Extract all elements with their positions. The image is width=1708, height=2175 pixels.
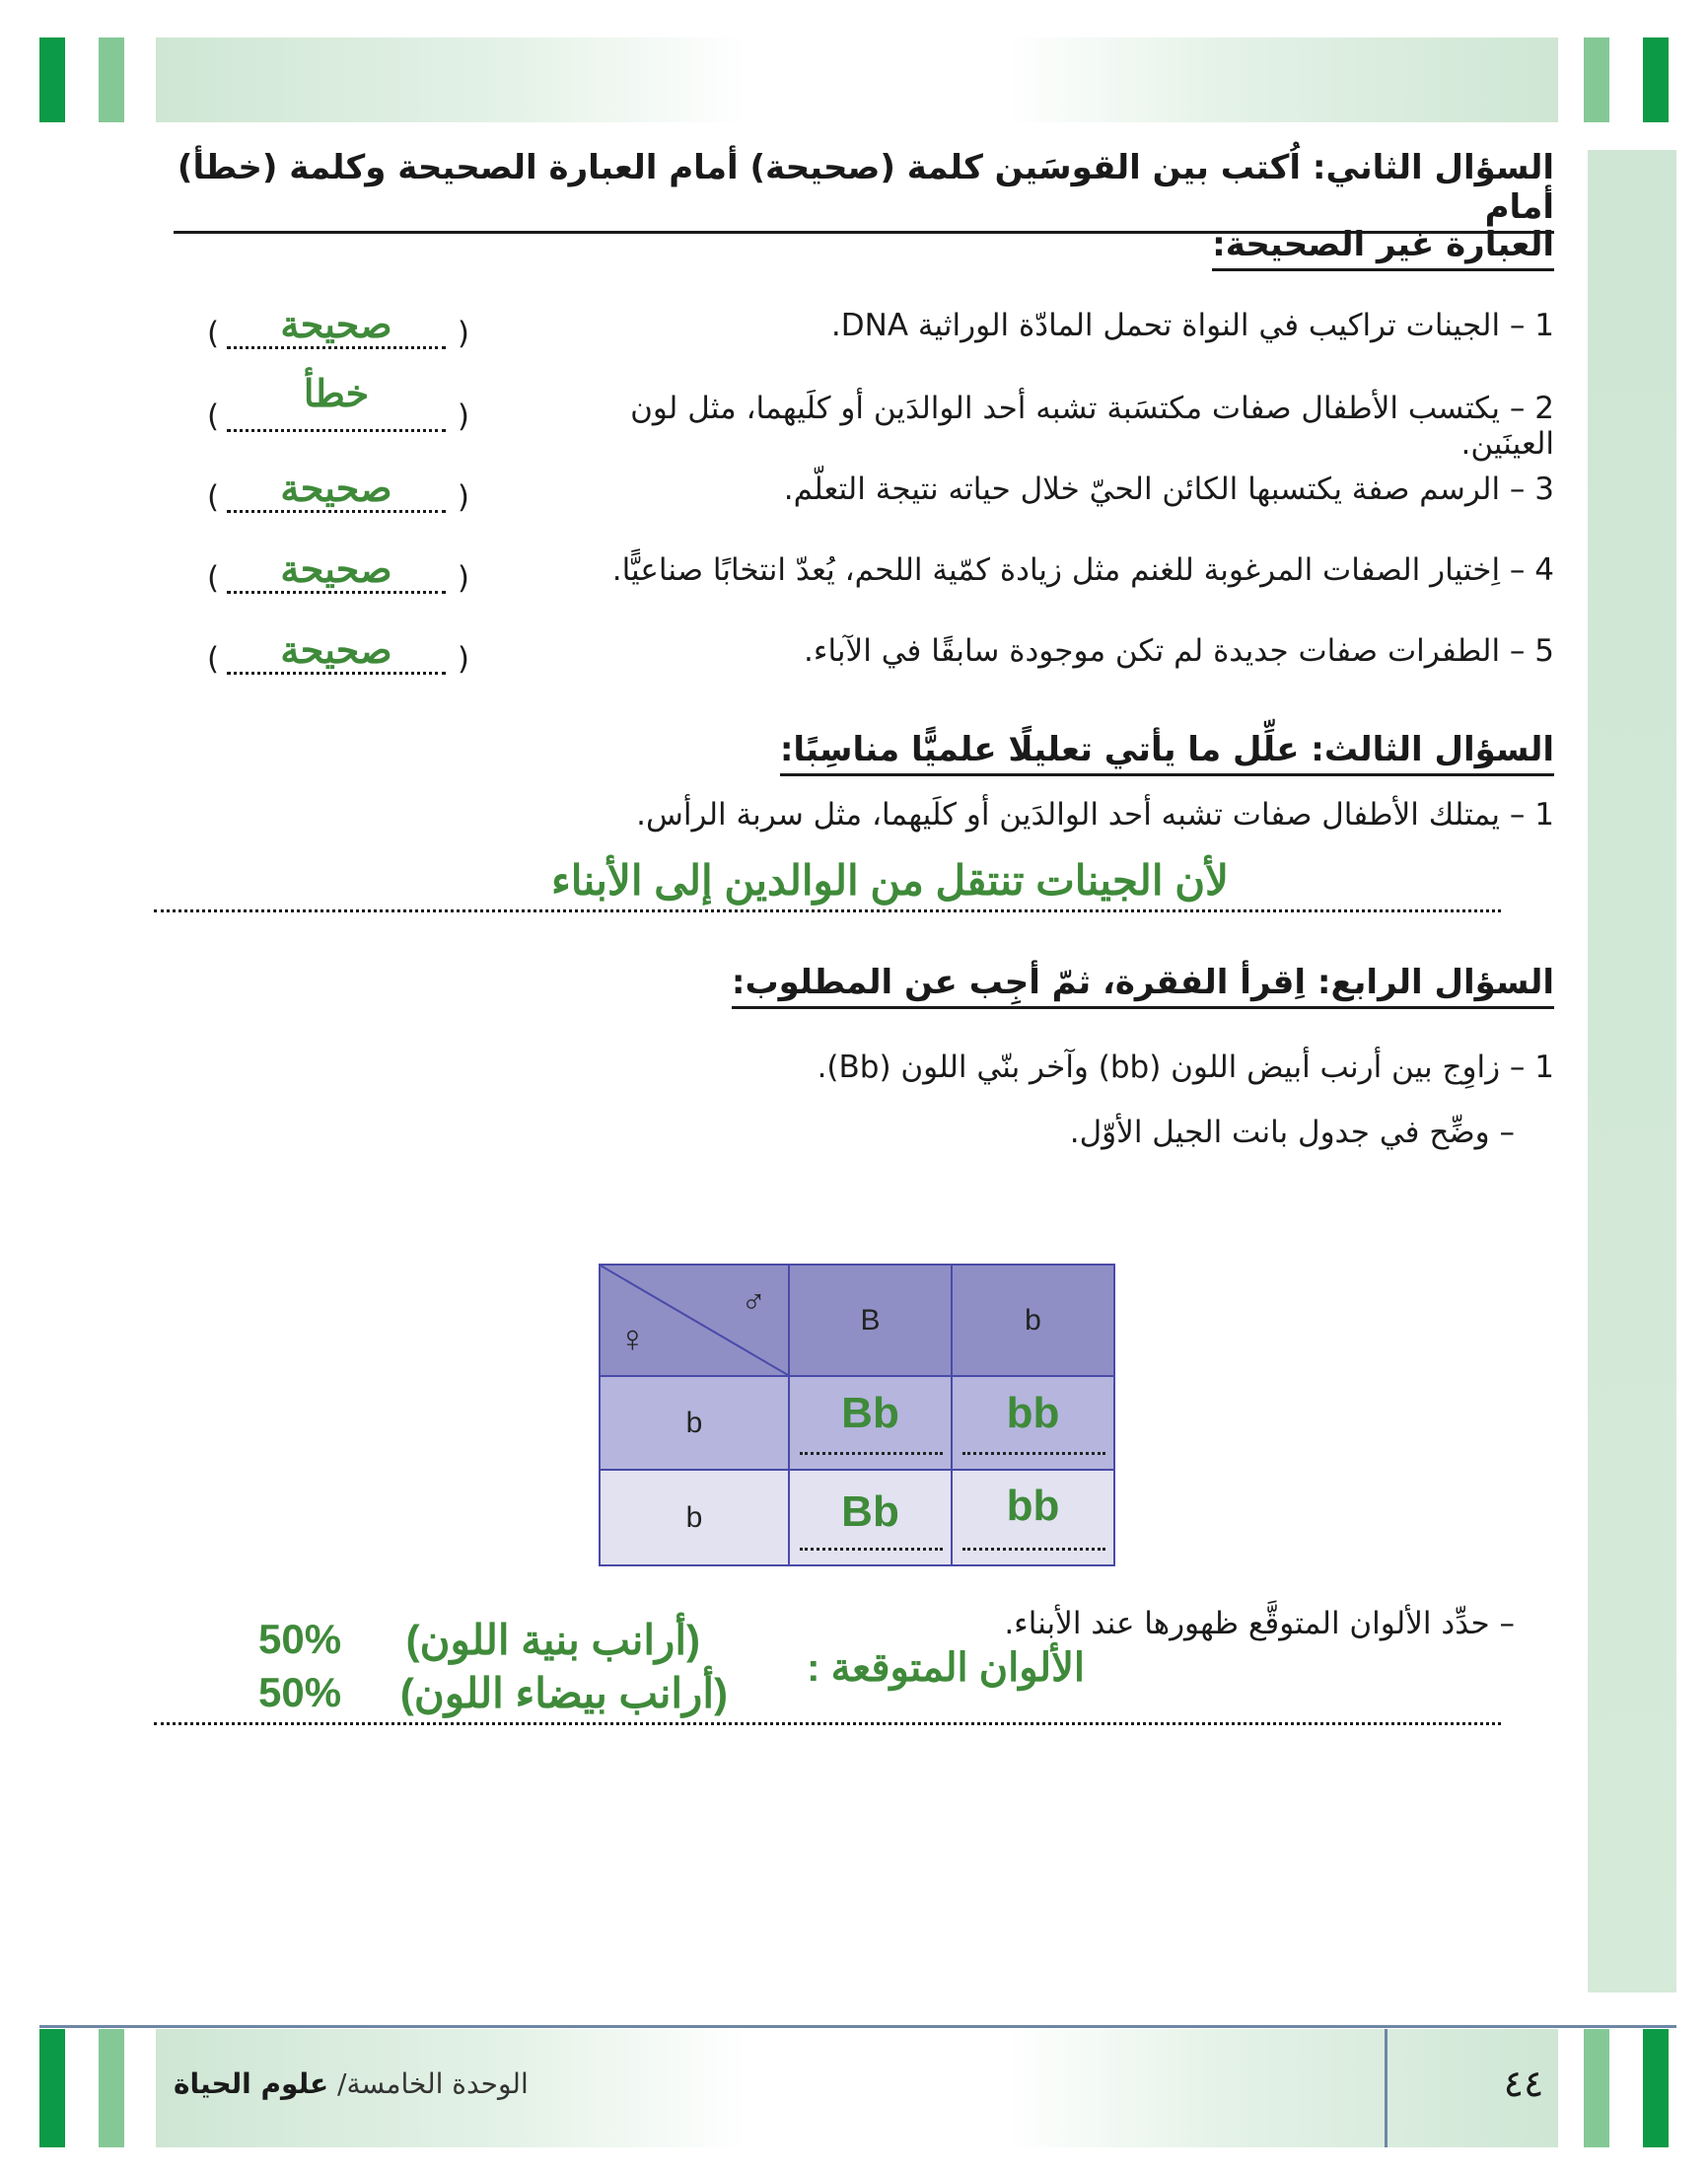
q4-heading: السؤال الرابع: اِقرأ الفقرة، ثمّ أجِب عن المطلوب: [568,963,1554,1009]
punnett-row-1 [600,1376,1114,1470]
punnett-cell: Bb [789,1470,952,1565]
header-bar-dark-right [1643,37,1669,122]
footer-unit-title: الوحدة الخامسة/ علوم الحياة [174,2067,529,2100]
footer-bar-light-left [99,2029,124,2147]
punnett-square [599,1264,1115,1566]
q2-heading-line1: السؤال الثاني: اُكتب بين القوسَين كلمة (صحيحة) أمام العبارة الصحيحة وكلمة (خطأ) أمام [174,148,1554,234]
header-bar-light-right [1584,37,1609,122]
footer-bar-dark-left [39,2029,65,2147]
q2-item-1: 1 – الجينات تراكيب في النواة تحمل المادّة الوراثية DNA. [830,308,1554,343]
footer-divider [1385,2029,1388,2147]
male-symbol-icon: ♂ [741,1283,766,1321]
q4-item-1: 1 – زاوِج بين أرنب أبيض اللون (bb) وآخر بنّي اللون (Bb). [817,1050,1554,1085]
punnett-header-row [600,1265,1114,1376]
q2-answer-5: ( صحيحة ) [207,630,469,677]
q2-answer-4: ( صحيحة ) [207,549,469,596]
q2-item-5: 5 – الطفرات صفات جديدة لم تكن موجودة سابقًا في الآباء. [804,633,1554,669]
punnett-cell: Bb [789,1376,952,1470]
header-band-left [156,37,747,122]
footer-bar-light-right [1584,2029,1609,2147]
q2-item-4: 4 – اِختيار الصفات المرغوبة للغنم مثل زيادة كمّية اللحم، يُعدّ انتخابًا صناعيًّا. [611,552,1554,588]
q2-item-3: 3 – الرسم صفة يكتسبها الكائن الحيّ خلال حياته نتيجة التعلّم. [783,471,1554,507]
q4-subtask-table: – وضِّح في جدول بانت الجيل الأوّل. [1069,1115,1515,1150]
q2-item-2: 2 – يكتسب الأطفال صفات مكتسَبة تشبه أحد الوالدَين أو كلَيهما، مثل لون العينَين. [630,391,1554,462]
footer-bar-dark-right [1643,2029,1669,2147]
punnett-header-1: B [789,1265,952,1376]
q3-heading: السؤال الثالث: علِّل ما يأتي تعليلًا علميًّا مناسِبًا: [568,730,1554,776]
q4-answer-line-2: 50% (أرانب بيضاء اللون) [258,1669,728,1716]
q2-answer-1: ( صحيحة ) [207,305,469,351]
q4-answer-label: الألوان المتوقعة : [807,1646,1085,1690]
q4-answer-line-1: 50% (أرانب بنية اللون) [258,1616,700,1663]
punnett-cell: bb [952,1376,1114,1470]
page-number: ٤٤ [1503,2062,1544,2105]
q3-answer: لأن الجينات تنتقل من الوالدين إلى الأبناء [551,857,1229,904]
q4-subtask-colors: – حدِّد الألوان المتوقَّع ظهورها عند الأبناء. [1004,1606,1515,1641]
q2-answer-3: ( صحيحة ) [207,469,469,515]
header-band-right [1006,37,1558,122]
q3-item-1: 1 – يمتلك الأطفال صفات تشبه أحد الوالدَين أو كلَيهما، مثل سربة الرأس. [636,797,1554,833]
punnett-header-2: b [952,1265,1114,1376]
footer-band-right [1006,2029,1558,2147]
punnett-corner-cell [600,1265,789,1376]
header-bar-dark-left [39,37,65,122]
punnett-row-2 [600,1470,1114,1565]
side-strip [1588,150,1676,1993]
q4-answer-dotted-line [154,1722,1501,1725]
punnett-row-2-label: b [600,1470,789,1565]
q2-heading-line2: العبارة غير الصحيحة: [568,225,1554,271]
header-bar-light-left [99,37,124,122]
q3-answer-line [154,909,1501,912]
female-symbol-icon: ♀ [618,1319,647,1360]
punnett-cell: bb [952,1470,1114,1565]
footer-rule [39,2025,1676,2028]
q2-answer-2: ( خطأ ) [207,374,469,434]
punnett-row-1-label: b [600,1376,789,1470]
